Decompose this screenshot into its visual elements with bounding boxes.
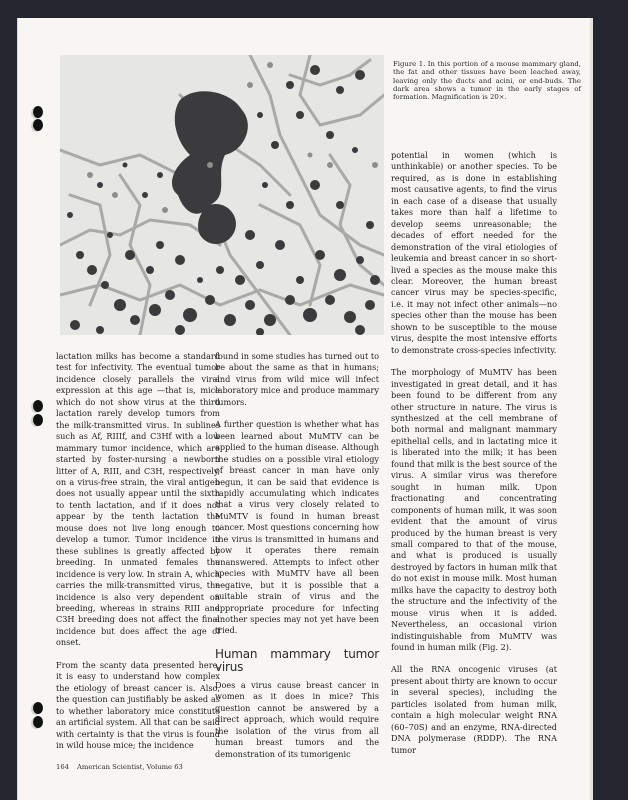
binder-hole [33, 414, 43, 426]
figure-1-photo [60, 55, 384, 335]
paragraph: found in some studies has turned out to be about the same as that in humans; and virus from wild mice will infect laboratory mice and produce mammary tumors. [215, 351, 379, 407]
paragraph: All the RNA oncogenic viruses (at present about thirty are known to occur in several species), including the particles isolated from human milk, contain a high molecular weight RNA (60–70S) and an enzyme, RNA-directed DNA polymerase (RDDP). The RNA tumor [391, 664, 557, 755]
paragraph: From the scanty data presented here, it is easy to understand how complex the etiology of breast cancer is. Also, the question can justifiably be asked as to whether laboratory mice constitute an artificial system. All that can be said with certainty is that the virus is found in wild house mice; the incidence [56, 659, 220, 750]
binder-hole [33, 400, 43, 412]
text-column-right [391, 150, 557, 767]
section-heading: Human mammary tumor virus [215, 646, 379, 674]
page-edge [590, 18, 593, 800]
binder-hole [33, 106, 43, 118]
paragraph: The morphology of MuMTV has been investigated in great detail, and it has been found to be different from any other structure in nature. The virus is synthesized at the cell membrane of both normal and malignant mammary epithelial cells, and in lactating mice it is liberated into the milk; it has been found that milk is the best source of the virus. A similar virus was therefore sought in human milk. Upon fractionating and concentrating components of human milk, it was soon evident that the amount of virus produced by the human breast is very small compared to that of the mouse, and what is produced is usually destroyed by factors in human milk that do not exist in mouse milk. Most human milks have the capacity to destroy both the structure and the infectivity of the mouse virus when it is added. Nevertheless, an occasional virion indistinguishable from MuMTV was found in human milk (Fig. 2). [391, 367, 557, 653]
magazine-page [17, 18, 593, 800]
paragraph: lactation milks has become a standard test for infectivity. The eventual tumor incidence closely parallels the viral expression at this age —that is, mice which do not show virus at the third lactation rarely develop tumors from the milk-transmitted virus. In sublines such as Af, RIIIf, and C3Hf with a low mammary tumor incidence, which are started by foster-nursing a newborn litter of A, RIII, and C3H, respectively, on a virus-free strain, the viral antigen does not usually appear until the sixth to tenth lactation, and if it does not appear by the tenth lactation the mouse does not live long enough to develop a tumor. Tumor incidence in these sublines is greatly affected by breeding. In unmated females the incidence is very low. In strain A, which carries the milk-transmitted virus, the incidence is also very dependent on breeding, whereas in strains RIII and C3H breeding does not affect the final incidence but does affect the age of onset. [56, 351, 220, 648]
paragraph: Does a virus cause breast cancer in women as it does in mice? This question cannot be answered by a direct approach, which would require the isolation of the virus from all human breast tumors and the demonstration of its tumorigenic [215, 679, 379, 759]
paragraph: potential in women (which is unthinkable) or another species. To be required, as is done in establishing most causative agents, to find the virus in each case of a disease that usually takes more than half a lifetime to develop seems unreasonable; the decades of effort needed for the demonstration of the viral etiologies of leukemia and breast cancer in so short-lived a species as the mouse make this clear. Moreover, the human breast cancer virus may be species-specific, i.e. it may not infect other animals—no species other than the mouse has been shown to be susceptible to the mouse virus, despite the most intensive efforts to demonstrate cross-species infectivity. [391, 150, 557, 355]
paragraph: A further question is whether what has been learned about MuMTV can be applied to the human disease. Although the studies on a possible viral etiology of breast cancer in man have only begun, it can be said that evidence is rapidly accumulating which indicates that a virus very closely related to MuMTV is found in human breast cancer. Most questions concerning how the virus is transmitted in humans and how it operates there remain unanswered. Attempts to infect other species with MuMTV have all been negative, but it is possible that a suitable strain of virus and the appropriate procedure for infecting another species may not yet have been tried. [215, 419, 379, 636]
text-column-middle [215, 351, 379, 771]
page-number: 164 [56, 763, 69, 771]
figure-1-caption: Figure 1. In this portion of a mouse mammary gland, the fat and other tissues have been leached away, leaving only the ducts and acini, or end-buds. The dark area shows a tumor in the early stages of formation. Magnification is 20×. [393, 60, 581, 102]
binder-hole [33, 702, 43, 714]
journal-name: American Scientist, Volume 63 [76, 763, 183, 771]
page-footer [56, 763, 183, 771]
binder-hole [33, 716, 43, 728]
binder-hole [33, 119, 43, 131]
text-column-left [56, 351, 220, 762]
